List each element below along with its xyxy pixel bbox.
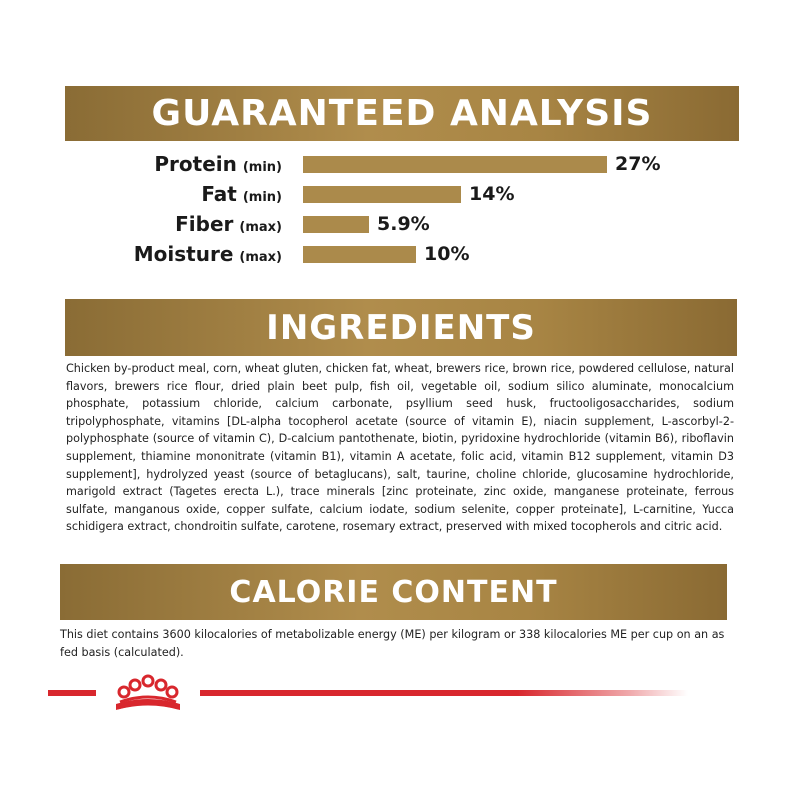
analysis-value: 5.9% (377, 213, 430, 235)
analysis-bar (303, 216, 369, 233)
nutrient-qualifier: (max) (239, 250, 282, 265)
ingredients-text: Chicken by-product meal, corn, wheat gluten, chicken fat, wheat, brewers rice, brown rice, powdered cellulose, natural flavors, brewers rice flour, dried plain beet pulp, fish oil, vegetable oil, sodium silico aluminate, monocalcium phosphate, potassium chloride, calcium carbonate, psyllium seed husk, fructooligosaccharides, sodium tripolyphosphate, vitamins [DL-alpha tocopherol acetate (source of vitamin E), niacin supplement, L-ascorbyl-2-polyphosphate (source of vitamin C), D-calcium pantothenate, biotin, pyridoxine hydrochloride (vitamin B6), riboflavin supplement, thiamine mononitrate (vitamin B1), vitamin A acetate, folic acid, vitamin B12 supplement, vitamin D3 supplement], hydrolyzed yeast (source of betaglucans), salt, taurine, choline chloride, glucosamine hydrochloride, marigold extract (Tagetes erecta L.), trace minerals [zinc proteinate, zinc oxide, manganese proteinate, ferrous sulfate, manganous oxide, copper sulfate, calcium iodate, sodium selenite, copper proteinate], L-carnitine, Yucca schidigera extract, chondroitin sulfate, carotene, rosemary extract, preserved with mixed tocopherols and citric acid. (66, 362, 734, 534)
nutrient-qualifier: (max) (239, 220, 282, 235)
calorie-content-text: This diet contains 3600 kilocalories of metabolizable energy (ME) per kilogram or 338 kilocalories ME per cup on an as fed basis (calculated). (60, 628, 725, 659)
analysis-value: 27% (615, 153, 661, 175)
ingredients-banner (65, 299, 737, 356)
ingredients-title: INGREDIENTS (266, 307, 536, 348)
analysis-bar (303, 186, 461, 203)
analysis-bar (303, 156, 607, 173)
analysis-label (154, 152, 282, 176)
footer-line-right (200, 690, 688, 696)
calorie-content-banner (60, 564, 727, 620)
guaranteed-analysis-banner (65, 86, 739, 141)
analysis-label (175, 212, 282, 236)
footer-line-left (48, 690, 96, 696)
analysis-bar (303, 246, 416, 263)
crown-icon (98, 672, 198, 712)
calorie-content-title: CALORIE CONTENT (229, 574, 558, 610)
analysis-value: 14% (469, 183, 515, 205)
analysis-label (201, 182, 282, 206)
analysis-row-protein (0, 152, 800, 176)
brand-footer (48, 672, 698, 712)
analysis-row-fat (0, 182, 800, 206)
analysis-label (134, 242, 282, 266)
analysis-row-fiber (0, 212, 800, 236)
nutrient-name: Fat (201, 182, 237, 206)
nutrient-name: Fiber (175, 212, 234, 236)
guaranteed-analysis-title: GUARANTEED ANALYSIS (151, 93, 653, 134)
nutrient-qualifier: (min) (242, 160, 282, 175)
nutrient-name: Moisture (133, 242, 234, 266)
nutrient-qualifier: (min) (242, 190, 282, 205)
analysis-row-moisture (0, 242, 800, 266)
nutrient-name: Protein (154, 152, 237, 176)
analysis-value: 10% (424, 243, 470, 265)
